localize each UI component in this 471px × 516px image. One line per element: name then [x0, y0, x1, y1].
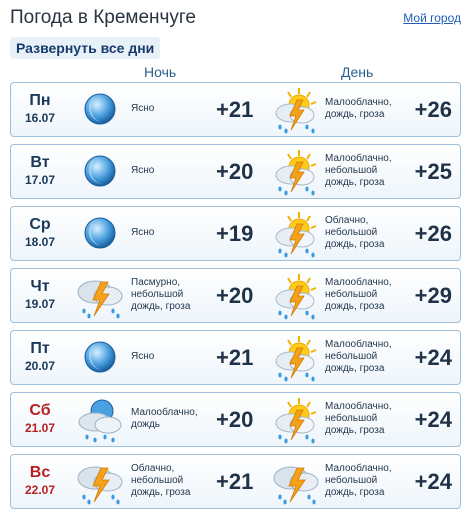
day-description	[325, 339, 403, 375]
description-line: Малооблачно,	[325, 277, 392, 288]
moon-clear-icon	[73, 210, 127, 258]
date-label: 20.07	[24, 359, 56, 373]
date-cell	[11, 153, 69, 188]
night-temperature: +21	[216, 97, 254, 122]
description-line: Малооблачно,	[325, 97, 392, 108]
sun-cloud-rain-lightning-icon	[269, 86, 323, 134]
description-line: Малооблачно,	[131, 407, 198, 418]
date-label: 16.07	[24, 111, 56, 125]
forecast-row[interactable]	[10, 330, 461, 385]
day-temperature: +26	[414, 221, 452, 246]
description-line: небольшой	[325, 351, 378, 362]
date-cell	[11, 463, 69, 498]
sun-cloud-rain-lightning-icon	[269, 334, 323, 382]
date-label: 21.07	[24, 421, 56, 435]
forecast-row[interactable]	[10, 82, 461, 137]
forecast-row[interactable]	[10, 206, 461, 261]
description-line: дождь, гроза	[325, 239, 385, 250]
description-line: Облачно,	[325, 215, 369, 226]
description-line: Ясно	[131, 227, 155, 238]
description-line: небольшой	[325, 227, 378, 238]
day-description	[325, 463, 403, 499]
description-line: небольшой	[325, 413, 378, 424]
date-label: 18.07	[24, 235, 56, 249]
moon-clear-icon	[73, 334, 127, 382]
moon-cloud-rain-icon	[73, 396, 127, 444]
forecast-row[interactable]	[10, 454, 461, 509]
description-line: дождь, гроза	[325, 109, 385, 120]
forecast-row[interactable]	[10, 268, 461, 323]
weekday-label: Вт	[30, 154, 50, 171]
forecast-list	[10, 82, 461, 516]
description-line: Ясно	[131, 351, 155, 362]
weekday-label: Пт	[30, 340, 50, 357]
day-temperature: +24	[414, 469, 452, 494]
description-line: Малооблачно,	[325, 153, 392, 164]
description-line: дождь, гроза	[325, 425, 385, 436]
night-description	[131, 103, 209, 115]
page-title: Погода в Кременчуге	[10, 7, 196, 28]
day-description	[325, 215, 403, 251]
sun-cloud-rain-lightning-icon	[269, 210, 323, 258]
day-column-header: День	[341, 64, 374, 80]
day-description	[325, 277, 403, 313]
night-description	[131, 351, 209, 363]
day-temperature: +24	[414, 407, 452, 432]
night-temperature: +21	[216, 469, 254, 494]
cloud-rain-lightning-icon	[73, 458, 127, 506]
day-temperature: +26	[414, 97, 452, 122]
night-temperature: +20	[216, 159, 254, 184]
description-line: Малооблачно,	[325, 463, 392, 474]
moon-clear-icon	[73, 86, 127, 134]
moon-clear-icon	[73, 148, 127, 196]
day-temperature: +29	[414, 283, 452, 308]
description-line: дождь, гроза	[325, 177, 385, 188]
description-line: дождь, гроза	[131, 301, 191, 312]
cloud-rain-lightning-icon	[73, 272, 127, 320]
description-line: дождь, гроза	[131, 487, 191, 498]
description-line: Малооблачно,	[325, 339, 392, 350]
night-temperature: +20	[216, 407, 254, 432]
description-line: небольшой	[131, 289, 184, 300]
night-description	[131, 407, 209, 431]
day-description	[325, 153, 403, 189]
forecast-row[interactable]	[10, 144, 461, 199]
description-line: небольшой	[131, 475, 184, 486]
description-line: небольшой	[325, 289, 378, 300]
night-temperature: +19	[216, 221, 254, 246]
night-column-header: Ночь	[144, 64, 177, 80]
night-temperature: +21	[216, 345, 254, 370]
night-description	[131, 463, 209, 499]
weekday-label: Ср	[29, 216, 51, 233]
description-line: дождь	[131, 419, 161, 430]
date-label: 22.07	[24, 483, 56, 497]
description-line: небольшой	[325, 165, 378, 176]
date-cell	[11, 401, 69, 436]
night-description	[131, 227, 209, 239]
night-description	[131, 165, 209, 177]
date-cell	[11, 91, 69, 126]
description-line: дождь, гроза	[325, 363, 385, 374]
description-line: Малооблачно,	[325, 401, 392, 412]
sun-cloud-rain-lightning-icon	[269, 148, 323, 196]
weekday-label: Чт	[30, 278, 50, 295]
day-description	[325, 401, 403, 437]
description-line: дождь, гроза	[325, 487, 385, 498]
date-cell	[11, 215, 69, 250]
weekday-label: Пн	[29, 92, 51, 109]
description-line: Пасмурно,	[131, 277, 181, 288]
night-description	[131, 277, 209, 313]
cloud-rain-lightning-icon	[269, 458, 323, 506]
day-description	[325, 97, 403, 121]
night-temperature: +20	[216, 283, 254, 308]
weekday-label: Сб	[29, 402, 51, 419]
expand-all-days-button[interactable]: Развернуть все дни	[10, 37, 160, 59]
weekday-label: Вс	[29, 464, 51, 481]
date-cell	[11, 339, 69, 374]
day-temperature: +24	[414, 345, 452, 370]
description-line: Ясно	[131, 165, 155, 176]
description-line: дождь, гроза	[325, 301, 385, 312]
date-label: 17.07	[24, 173, 56, 187]
sun-cloud-rain-lightning-icon	[269, 396, 323, 444]
description-line: небольшой	[325, 475, 378, 486]
date-cell	[11, 277, 69, 312]
date-label: 19.07	[24, 297, 56, 311]
my-city-link[interactable]: Мой город	[403, 11, 461, 25]
description-line: Ясно	[131, 103, 155, 114]
sun-cloud-rain-lightning-icon	[269, 272, 323, 320]
description-line: Облачно,	[131, 463, 175, 474]
day-temperature: +25	[414, 159, 452, 184]
forecast-row[interactable]	[10, 392, 461, 447]
